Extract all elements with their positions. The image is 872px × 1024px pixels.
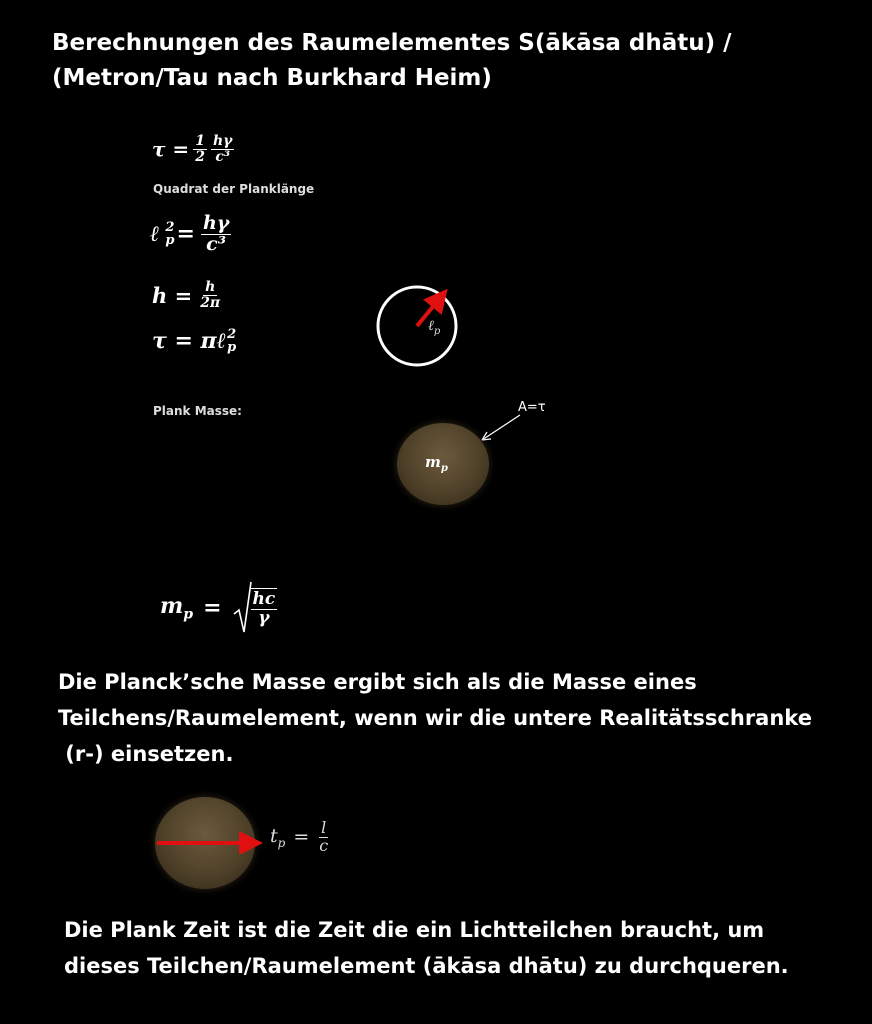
paragraph-planck-mass: Die Planck’sche Masse ergibt sich als die Masse eines Teilchens/Raumelement, wenn wir die untere Realitätsschranke (r-) einsetzen. bbox=[58, 670, 812, 766]
formula-lp2-indices: 2 p bbox=[165, 220, 175, 249]
plank-masse-label: Plank Masse: bbox=[153, 404, 242, 418]
formula-mp bbox=[160, 580, 277, 636]
formula-tp-frac: $\frac{l}{c}$ bbox=[319, 818, 329, 855]
formula-tp-eq: = bbox=[293, 826, 310, 849]
formula-hbar-lhs: h = bbox=[152, 282, 193, 308]
formula-mp-lhs: $m_p$ bbox=[160, 593, 194, 623]
formula-hbar bbox=[152, 280, 222, 310]
formula-tau bbox=[152, 134, 234, 164]
formula-tau-coef: $\frac{1}{2}$ bbox=[195, 133, 205, 165]
formula-lp2-lhs: ℓ bbox=[150, 221, 160, 248]
formula-tp bbox=[270, 820, 330, 855]
formula-lp2-eq: = bbox=[176, 221, 195, 248]
planck-length-circle-diagram bbox=[372, 282, 468, 372]
formula-tau2 bbox=[152, 328, 236, 354]
formula-mp-frac: $\frac{hc}{\gamma}$ bbox=[252, 589, 276, 628]
formula-tau-lhs: τ = bbox=[152, 137, 190, 162]
mass-label: $m_p$ bbox=[425, 453, 448, 474]
page-title bbox=[52, 26, 852, 96]
formula-lp2 bbox=[150, 214, 231, 255]
paragraph-planck-time: Die Plank Zeit ist die Zeit die ein Lichtteilchen braucht, um dieses Teilchen/Raumelement (ākāsa dhātu) zu durchqueren. bbox=[64, 918, 789, 978]
area-label: A=τ bbox=[518, 400, 546, 415]
formula-tau2-lhs: τ = πℓ bbox=[152, 328, 227, 354]
formula-tau-frac: $\frac{h\gamma}{\text{c³}}$ bbox=[212, 133, 233, 165]
circle-label: ℓ$_p$ bbox=[428, 318, 441, 337]
formula-mp-sqrt bbox=[232, 580, 278, 636]
title-line-1: Berechnungen des Raumelementes S(ākāsa dhātu) / bbox=[52, 30, 732, 56]
formula-lp2-frac: $\frac{h\gamma}{\text{c³}}$ bbox=[202, 212, 230, 255]
sqrt-sign bbox=[232, 580, 252, 636]
formula-tau2-indices: 2 p bbox=[227, 327, 237, 355]
title-line-2: (Metron/Tau nach Burkhard Heim) bbox=[52, 65, 492, 91]
formula-mp-eq: = bbox=[203, 595, 222, 621]
diameter-arrow bbox=[155, 832, 265, 854]
formula-hbar-frac: $\frac{h}{2\pi}$ bbox=[200, 279, 221, 311]
quadrat-label: Quadrat der Planklänge bbox=[153, 182, 315, 196]
formula-tp-lhs: $t_p$ bbox=[270, 824, 286, 850]
